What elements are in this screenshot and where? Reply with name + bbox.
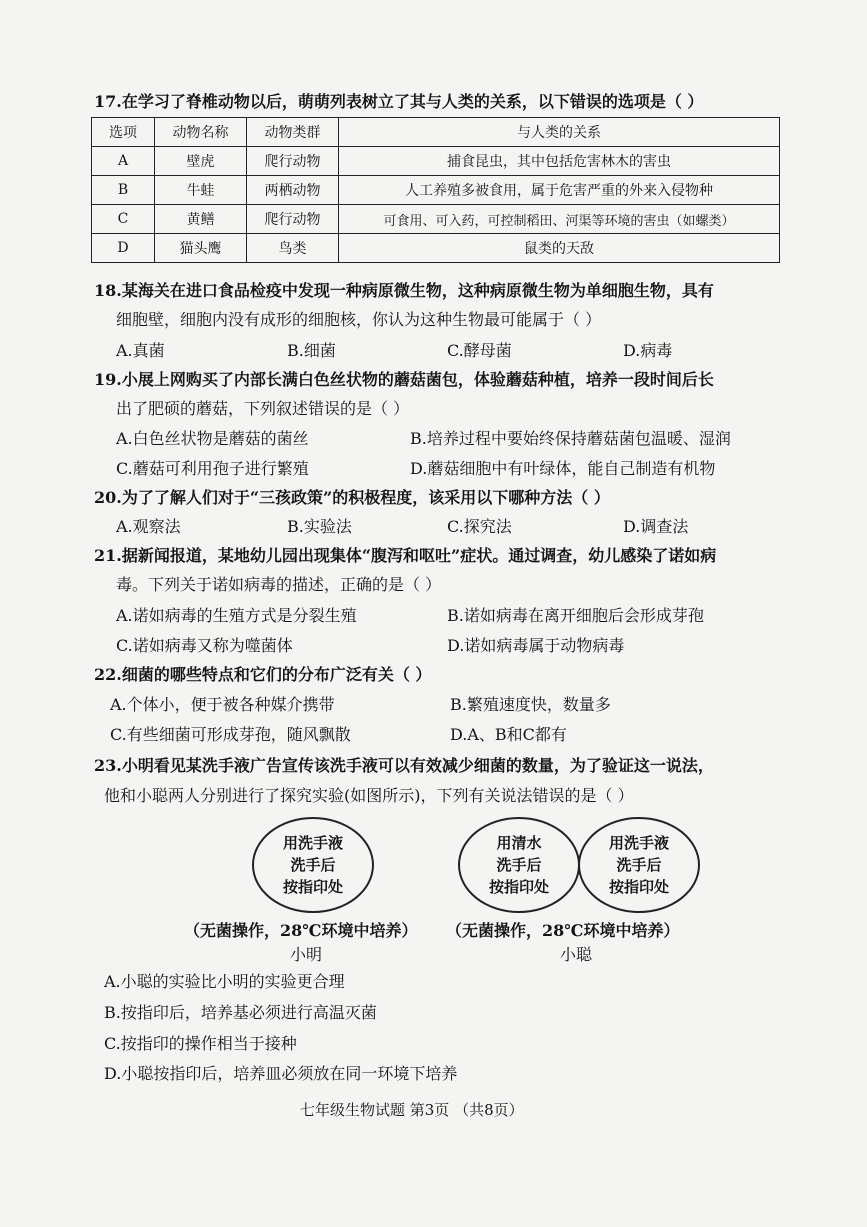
- dish-label-line: 用洗手液: [282, 834, 343, 852]
- option-c: C.蘑菇可利用孢子进行繁殖: [116, 459, 309, 478]
- table-cell: A: [92, 147, 155, 176]
- dish-label-line: 按指印处: [282, 878, 343, 896]
- option-b: B.诺如病毒在离开细胞后会形成芽孢: [447, 606, 704, 625]
- question-20-stem: 20.为了了解人们对于“三孩政策”的积极程度，该采用以下哪种方法（ ）: [94, 488, 610, 507]
- petri-dish-water: [458, 817, 580, 913]
- table-cell: B: [92, 176, 155, 205]
- table-header: 动物名称: [155, 118, 247, 147]
- table-header-row: [92, 118, 780, 147]
- dish-label-line: 洗手后: [616, 856, 662, 874]
- table-header: 选项: [92, 118, 155, 147]
- option-c: C.诺如病毒又称为噬菌体: [116, 636, 293, 655]
- table-cell: 人工养殖多被食用，属于危害严重的外来入侵物种: [339, 176, 780, 205]
- dish-label-line: 按指印处: [488, 878, 549, 896]
- petri-dish-handwash: [578, 817, 700, 913]
- table-row: [92, 147, 780, 176]
- page-footer: 七年级生物试题 第3页 （共8页）: [300, 1101, 524, 1119]
- option-c: C.按指印的操作相当于接种: [104, 1034, 297, 1053]
- table-cell: 爬行动物: [247, 205, 339, 234]
- caption-xiaoming: （无菌操作，28℃环境中培养）: [184, 921, 418, 940]
- dish-label-line: 洗手后: [496, 856, 542, 874]
- option-b: B.培养过程中要始终保持蘑菇菌包温暖、湿润: [410, 429, 731, 448]
- option-d: D.病毒: [623, 341, 673, 360]
- table-row: [92, 234, 780, 263]
- table-row: [92, 176, 780, 205]
- option-b: B.细菌: [287, 341, 336, 360]
- table-cell: 壁虎: [155, 147, 247, 176]
- option-b: B.繁殖速度快，数量多: [450, 695, 611, 714]
- question-19-stem-cont: 出了肥硕的蘑菇，下列叙述错误的是（ ）: [116, 399, 410, 418]
- table-header: 动物类群: [247, 118, 339, 147]
- option-d: D.调查法: [623, 517, 689, 536]
- question-17-stem: 17.在学习了脊椎动物以后，萌萌列表树立了其与人类的关系，以下错误的选项是（ ）: [94, 92, 704, 111]
- table-cell: 猫头鹰: [155, 234, 247, 263]
- question-21-stem: 21.据新闻报道，某地幼儿园出现集体“腹泻和呕吐”症状。通过调查，幼儿感染了诺如病: [94, 546, 717, 565]
- table-header: 与人类的关系: [339, 118, 780, 147]
- option-a: A.个体小，便于被各种媒介携带: [110, 695, 335, 714]
- option-b: B.实验法: [287, 517, 352, 536]
- option-c: C.酵母菌: [447, 341, 512, 360]
- label-xiaoming: 小明: [290, 945, 323, 964]
- table-row: [92, 205, 780, 234]
- table-cell: 鸟类: [247, 234, 339, 263]
- option-a: A.真菌: [116, 341, 165, 360]
- option-d: D.蘑菇细胞中有叶绿体，能自己制造有机物: [410, 459, 716, 478]
- dish-label-line: 按指印处: [608, 878, 669, 896]
- table-cell: 牛蛙: [155, 176, 247, 205]
- option-a: A.诺如病毒的生殖方式是分裂生殖: [116, 606, 357, 625]
- caption-xiaocong: （无菌操作，28℃环境中培养）: [446, 921, 680, 940]
- dish-label-line: 用洗手液: [608, 834, 669, 852]
- petri-dish-xiaoming: [252, 817, 374, 913]
- option-d: D.诺如病毒属于动物病毒: [447, 636, 625, 655]
- option-a: A.观察法: [116, 517, 181, 536]
- option-c: C.探究法: [447, 517, 512, 536]
- option-d: D.小聪按指印后，培养皿必须放在同一环境下培养: [104, 1064, 458, 1083]
- table-cell: C: [92, 205, 155, 234]
- table-cell: 捕食昆虫，其中包括危害林木的害虫: [339, 147, 780, 176]
- option-d: D.A、B和C都有: [450, 725, 567, 744]
- option-a: A.白色丝状物是蘑菇的菌丝: [116, 429, 309, 448]
- label-xiaocong: 小聪: [560, 945, 593, 964]
- table-cell: 可食用、可入药，可控制稻田、河渠等环境的害虫（如螺类）: [339, 205, 780, 234]
- question-18-stem: 18.某海关在进口食品检疫中发现一种病原微生物，这种病原微生物为单细胞生物，具有: [94, 281, 714, 300]
- question-21-stem-cont: 毒。下列关于诺如病毒的描述，正确的是（ ）: [116, 575, 442, 594]
- option-b: B.按指印后，培养基必须进行高温灭菌: [104, 1003, 377, 1022]
- option-c: C.有些细菌可形成芽孢，随风飘散: [110, 725, 351, 744]
- question-19-stem: 19.小展上网购买了内部长满白色丝状物的蘑菇菌包，体验蘑菇种植，培养一段时间后长: [94, 370, 714, 389]
- option-a: A.小聪的实验比小明的实验更合理: [104, 972, 345, 991]
- question-23-stem: 23.小明看见某洗手液广告宣传该洗手液可以有效减少细菌的数量，为了验证这一说法，: [94, 756, 714, 775]
- question-22-stem: 22.细菌的哪些特点和它们的分布广泛有关（ ）: [94, 665, 432, 684]
- table-cell: 鼠类的天敌: [339, 234, 780, 263]
- animal-relation-table: [91, 117, 780, 263]
- question-18-stem-cont: 细胞壁，细胞内没有成形的细胞核，你认为这种生物最可能属于（ ）: [116, 310, 602, 329]
- table-cell: 黄鳝: [155, 205, 247, 234]
- table-cell: 爬行动物: [247, 147, 339, 176]
- table-cell: 两栖动物: [247, 176, 339, 205]
- question-23-stem-cont: 他和小聪两人分别进行了探究实验(如图所示)，下列有关说法错误的是（ ）: [104, 786, 634, 805]
- dish-label-line: 用清水: [496, 834, 542, 852]
- table-cell: D: [92, 234, 155, 263]
- dish-label-line: 洗手后: [290, 856, 336, 874]
